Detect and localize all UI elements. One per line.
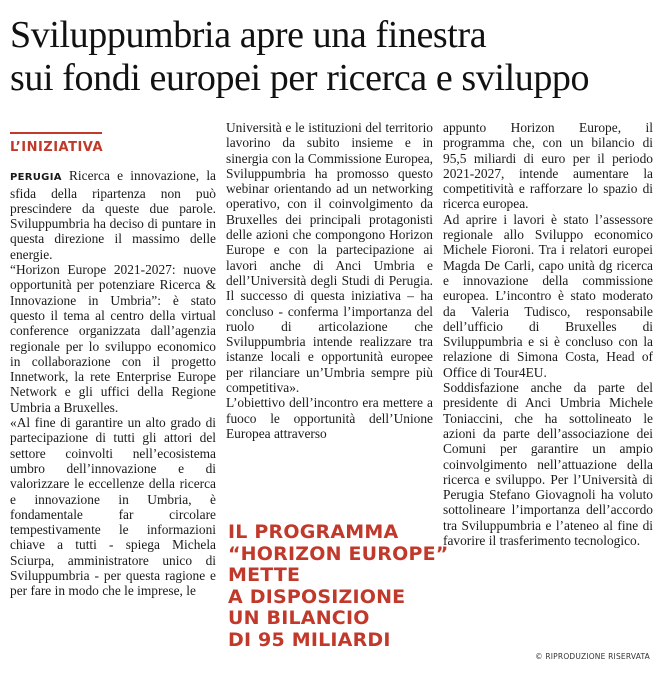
- paragraph-5: L’obiettivo dell’incontro era mettere a fuoco le opportunità dell’Unione Europea attraverso: [226, 395, 433, 441]
- headline-line-1: Sviluppumbria apre una finestra: [10, 14, 487, 56]
- paragraph-2: “Horizon Europe 2021-2027: nuove opportunità per potenziare Ricerca & Innovazione in Umbria”: è stato questo il tema al centro della virtual conference organizzata dall’agenzia regionale per lo sviluppo economico in collaborazione con il progetto Innetwork, la rete Enterprise Europe Network e gli uffici della Regione Umbria a Bruxelles.: [10, 262, 216, 415]
- article-column-3: [443, 120, 653, 548]
- pull-quote-line-3: METTE: [228, 564, 301, 586]
- pull-quote-line-4: A DISPOSIZIONE: [228, 585, 406, 608]
- headline: [10, 14, 655, 100]
- pull-quote-line-6: DI 95 MILIARDI: [228, 628, 391, 651]
- pull-quote-line-5: UN BILANCIO: [228, 607, 370, 629]
- paragraph-3: «Al fine di garantire un alto grado di partecipazione di tutti gli attori del settore coinvolti nell’ecosistema umbro dell’innovazione e di valorizzare le eccellenze della ricerca e innovazione in Umbria, è fondamentale far circolare tempestivamente le informazioni chiave a tutti - spiega Michela Sciurpa, amministratore unico di Sviluppumbria - per questa ragione e per fare in modo che le imprese, le: [10, 415, 216, 599]
- paragraph-7: Ad aprire i lavori è stato l’assessore regionale allo Sviluppo economico Michele Fioroni. Tra i relatori europei Magda De Carli, capo unità dg ricerca e innovazione della commissione europea. L’incontro è stato moderato da Valeria Tudisco, responsabile dell’ufficio di Bruxelles di Sviluppumbria e si è concluso con la relazione di Simona Costa, Head of Office di Tour4EU.: [443, 211, 653, 380]
- article-column-1: [10, 132, 216, 599]
- paragraph-8: Soddisfazione anche da parte del presidente di Anci Umbria Michele Toniaccini, che ha sottolineato le azioni da parte dell’associazione dei Comuni per garantire un ampio coinvolgimento nell’attuazione della ricerca e sviluppo. Per l’Università di Perugia Stefano Giovagnoli ha voluto sottolineare l’importanza dell’accordo tra Sviluppumbria e l’ateneo al fine di favorire il trasferimento tecnologico.: [443, 380, 653, 549]
- pull-quote-line-2: “HORIZON EUROPE”: [228, 542, 449, 565]
- dateline: PERUGIA: [10, 172, 62, 184]
- paragraph-1: [10, 168, 216, 262]
- paragraph-1-text: Ricerca e innovazione, la sfida della ripartenza non può prescindere da queste due parole. Sviluppumbria ha deciso di puntare in questa direzione il massimo delle energie.: [10, 168, 216, 262]
- paragraph-4: Università e le istituzioni del territorio lavorino da subito insieme e in sinergia con la Commissione Europea, Sviluppumbria ha promosso questo webinar orientando ad un networking operativo, con il coinvolgimento da Bruxelles dei principali protagonisti delle azioni che compongono Horizon Europe e con la partecipazione ai lavori anche di Anci Umbria e dell’Università degli Studi di Perugia. Il successo di questa iniziativa – ha concluso - conferma l’importanza del ruolo di articolazione che Sviluppumbria intende realizzare tra istanze locali e opportunità europee per rilanciare un’Umbria sempre più competitiva».: [226, 120, 433, 396]
- section-kicker: L’INIZIATIVA: [10, 132, 102, 159]
- paragraph-6: appunto Horizon Europe, il programma che, con un bilancio di 95,5 miliardi di euro per il periodo 2021-2027, intende aumentare la competitività e rafforzare lo spazio di ricerca europea.: [443, 120, 653, 212]
- copyright-notice: © RIPRODUZIONE RISERVATA: [535, 652, 650, 661]
- headline-line-2: sui fondi europei per ricerca e sviluppo: [10, 57, 590, 99]
- article-column-2: [226, 120, 433, 441]
- pull-quote: [228, 521, 449, 651]
- pull-quote-line-1: IL PROGRAMMA: [228, 521, 399, 543]
